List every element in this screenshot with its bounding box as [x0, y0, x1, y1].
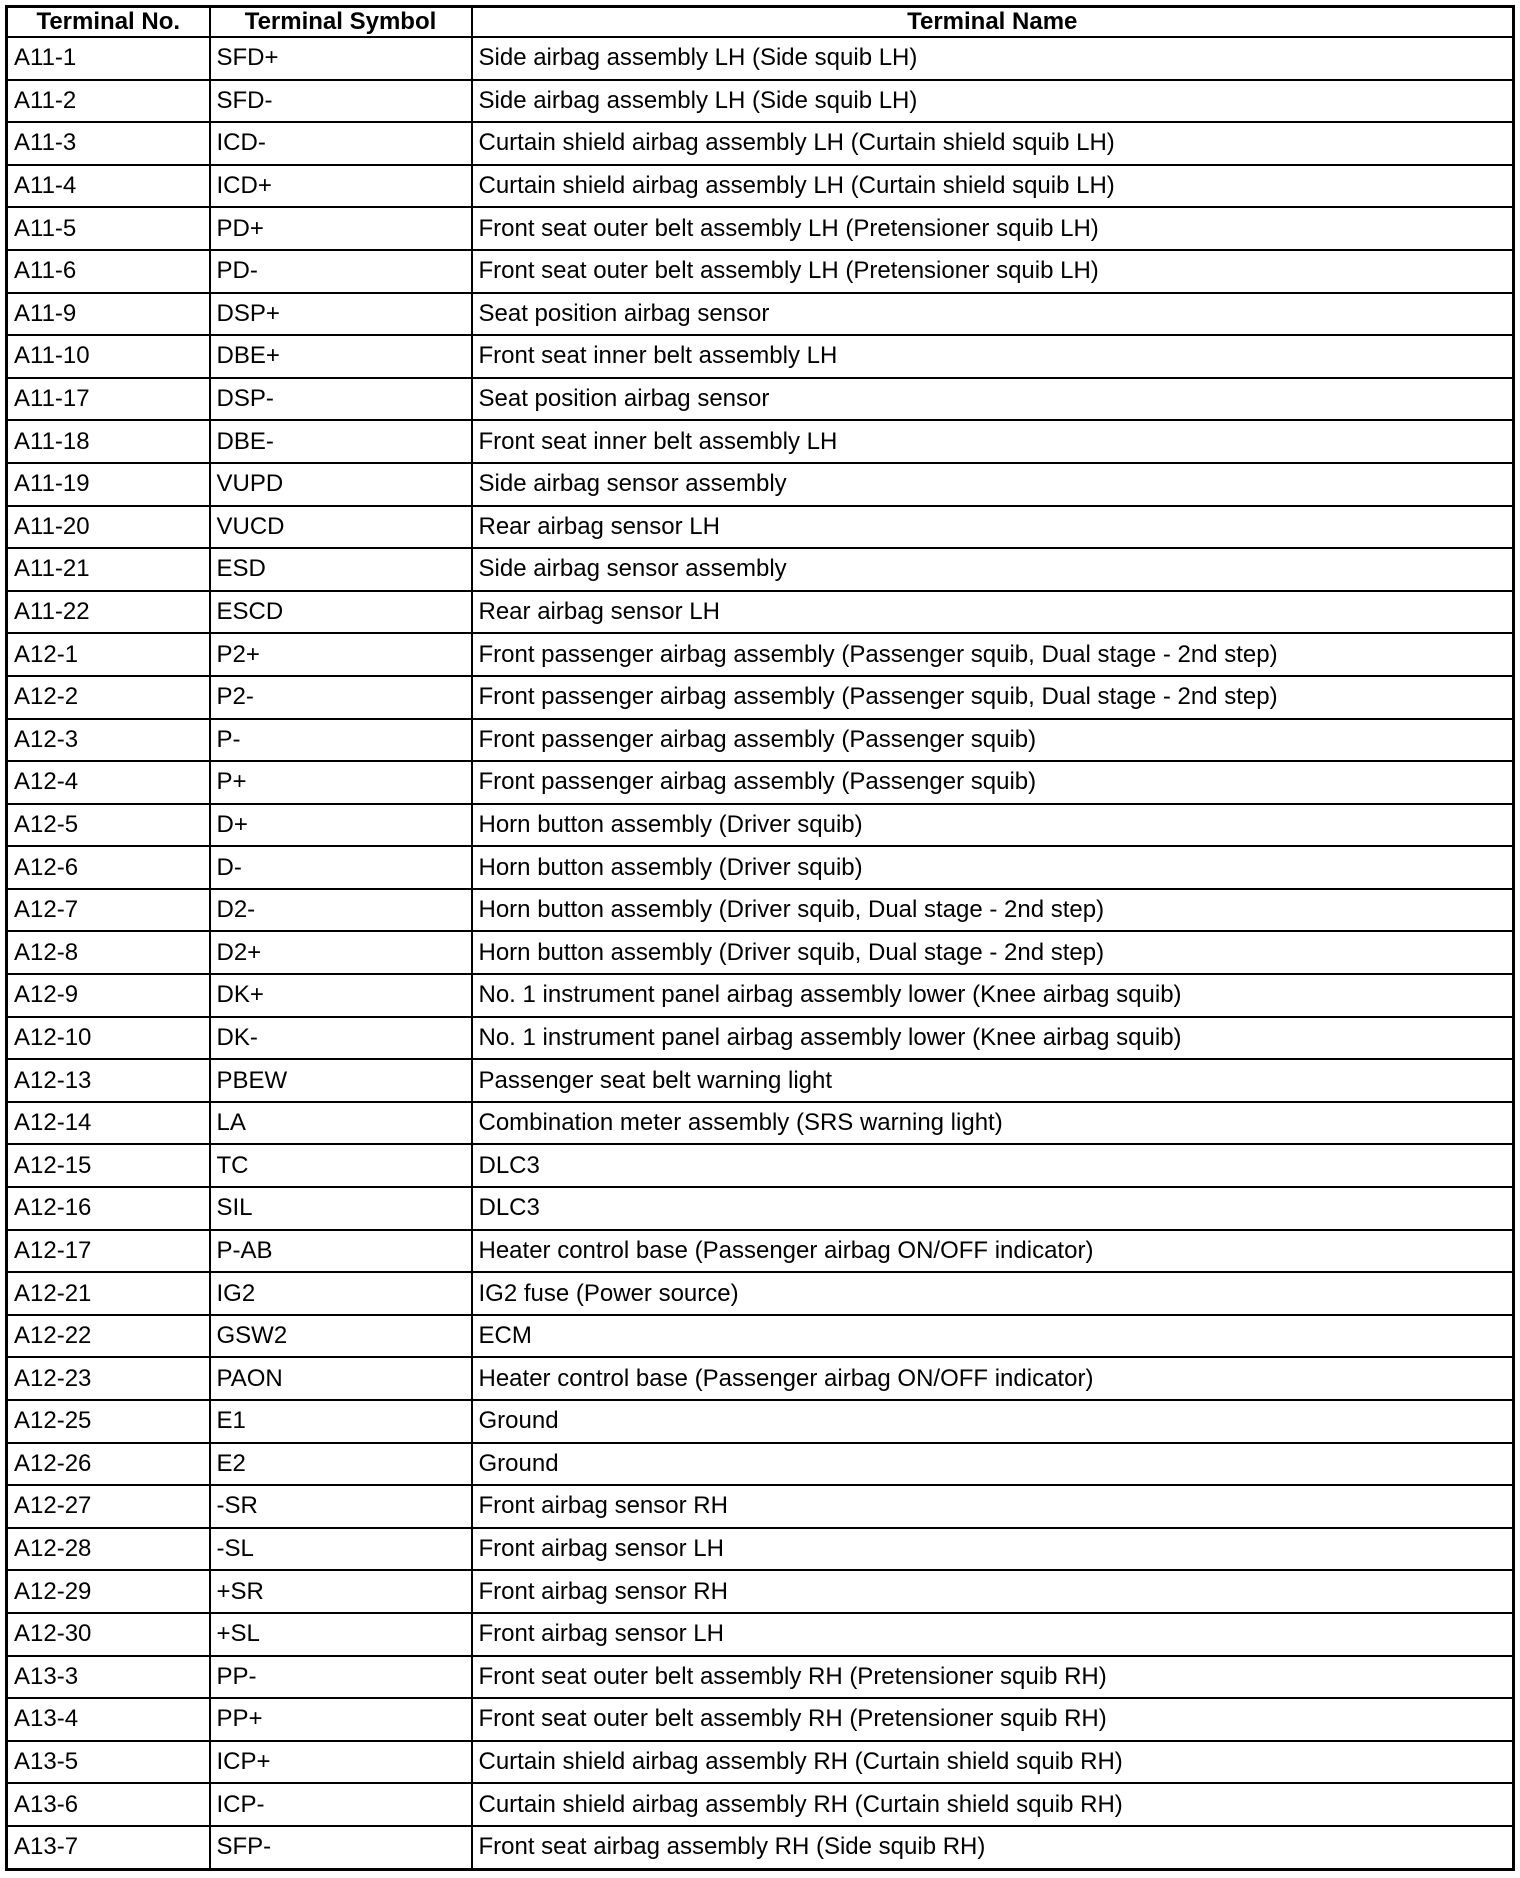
- terminal-no-cell: A12-8: [7, 931, 210, 974]
- table-row: [7, 165, 1514, 208]
- terminal-no-cell: A12-16: [7, 1187, 210, 1230]
- terminal-symbol-cell: SFD+: [210, 37, 472, 80]
- terminal-no-cell: A12-5: [7, 804, 210, 847]
- terminal-name-cell: Side airbag sensor assembly: [472, 548, 1514, 591]
- terminal-name-cell: Curtain shield airbag assembly RH (Curtain shield squib RH): [472, 1741, 1514, 1784]
- terminal-name-cell: Rear airbag sensor LH: [472, 506, 1514, 549]
- table-row: [7, 1315, 1514, 1358]
- terminal-name-cell: Front passenger airbag assembly (Passenger squib): [472, 761, 1514, 804]
- terminal-name-cell: Ground: [472, 1443, 1514, 1486]
- terminal-name-cell: Horn button assembly (Driver squib, Dual stage - 2nd step): [472, 889, 1514, 932]
- terminal-symbol-cell: DBE+: [210, 335, 472, 378]
- terminal-no-cell: A12-7: [7, 889, 210, 932]
- table-row: [7, 1400, 1514, 1443]
- terminal-no-cell: A12-30: [7, 1613, 210, 1656]
- terminal-symbol-cell: PBEW: [210, 1059, 472, 1102]
- terminal-symbol-cell: D2-: [210, 889, 472, 932]
- table-row: [7, 1698, 1514, 1741]
- table-row: [7, 1613, 1514, 1656]
- terminal-no-cell: A11-18: [7, 420, 210, 463]
- terminal-name-cell: Passenger seat belt warning light: [472, 1059, 1514, 1102]
- terminal-no-cell: A12-13: [7, 1059, 210, 1102]
- terminal-name-cell: Horn button assembly (Driver squib): [472, 846, 1514, 889]
- terminal-name-cell: ECM: [472, 1315, 1514, 1358]
- terminal-no-cell: A12-1: [7, 633, 210, 676]
- terminal-name-cell: Curtain shield airbag assembly LH (Curtain shield squib LH): [472, 122, 1514, 165]
- terminal-name-cell: IG2 fuse (Power source): [472, 1272, 1514, 1315]
- terminal-no-cell: A11-19: [7, 463, 210, 506]
- terminal-no-cell: A11-10: [7, 335, 210, 378]
- terminal-name-cell: DLC3: [472, 1144, 1514, 1187]
- terminal-no-cell: A12-29: [7, 1570, 210, 1613]
- terminal-name-cell: Front seat outer belt assembly RH (Pretensioner squib RH): [472, 1698, 1514, 1741]
- terminal-name-cell: Front seat inner belt assembly LH: [472, 335, 1514, 378]
- header-terminal-symbol: Terminal Symbol: [210, 7, 472, 38]
- terminal-no-cell: A13-6: [7, 1783, 210, 1826]
- terminal-symbol-cell: PP-: [210, 1656, 472, 1699]
- table-row: [7, 1741, 1514, 1784]
- table-row: [7, 250, 1514, 293]
- table-row: [7, 1528, 1514, 1571]
- table-row: [7, 1187, 1514, 1230]
- table-row: [7, 974, 1514, 1017]
- terminal-no-cell: A12-26: [7, 1443, 210, 1486]
- table-row: [7, 1783, 1514, 1826]
- terminal-no-cell: A11-21: [7, 548, 210, 591]
- table-row: [7, 1144, 1514, 1187]
- terminal-no-cell: A11-2: [7, 80, 210, 123]
- table-row: [7, 335, 1514, 378]
- table-row: [7, 804, 1514, 847]
- terminal-name-cell: Front seat outer belt assembly LH (Pretensioner squib LH): [472, 250, 1514, 293]
- terminal-name-cell: Front seat outer belt assembly RH (Pretensioner squib RH): [472, 1656, 1514, 1699]
- terminal-symbol-cell: P2-: [210, 676, 472, 719]
- terminal-name-cell: Front seat inner belt assembly LH: [472, 420, 1514, 463]
- table-row: [7, 506, 1514, 549]
- terminal-symbol-cell: DBE-: [210, 420, 472, 463]
- terminal-no-cell: A12-9: [7, 974, 210, 1017]
- terminal-symbol-cell: SFD-: [210, 80, 472, 123]
- terminal-no-cell: A12-22: [7, 1315, 210, 1358]
- terminal-no-cell: A12-27: [7, 1485, 210, 1528]
- terminal-name-cell: Combination meter assembly (SRS warning light): [472, 1102, 1514, 1145]
- terminal-symbol-cell: D+: [210, 804, 472, 847]
- terminal-symbol-cell: TC: [210, 1144, 472, 1187]
- terminal-no-cell: A12-14: [7, 1102, 210, 1145]
- terminal-symbol-cell: PAON: [210, 1357, 472, 1400]
- terminal-symbol-cell: ICP-: [210, 1783, 472, 1826]
- terminal-symbol-cell: E2: [210, 1443, 472, 1486]
- terminal-name-cell: No. 1 instrument panel airbag assembly lower (Knee airbag squib): [472, 1017, 1514, 1060]
- terminal-name-cell: Horn button assembly (Driver squib, Dual stage - 2nd step): [472, 931, 1514, 974]
- terminal-symbol-cell: D2+: [210, 931, 472, 974]
- terminal-no-cell: A11-5: [7, 207, 210, 250]
- table-row: [7, 1017, 1514, 1060]
- terminal-symbol-cell: P-AB: [210, 1230, 472, 1273]
- terminal-name-cell: Seat position airbag sensor: [472, 378, 1514, 421]
- terminal-symbol-cell: VUCD: [210, 506, 472, 549]
- terminal-symbol-cell: VUPD: [210, 463, 472, 506]
- terminal-symbol-cell: DK-: [210, 1017, 472, 1060]
- table-row: [7, 889, 1514, 932]
- table-row: [7, 633, 1514, 676]
- terminal-symbol-cell: PP+: [210, 1698, 472, 1741]
- terminal-no-cell: A13-3: [7, 1656, 210, 1699]
- table-row: [7, 548, 1514, 591]
- header-terminal-no: Terminal No.: [7, 7, 210, 38]
- terminal-symbol-cell: SIL: [210, 1187, 472, 1230]
- terminal-no-cell: A12-28: [7, 1528, 210, 1571]
- terminal-symbol-cell: IG2: [210, 1272, 472, 1315]
- table-row: [7, 1443, 1514, 1486]
- table-row: [7, 293, 1514, 336]
- terminal-name-cell: Front airbag sensor RH: [472, 1485, 1514, 1528]
- terminal-no-cell: A11-1: [7, 37, 210, 80]
- terminal-name-cell: Front airbag sensor RH: [472, 1570, 1514, 1613]
- terminal-no-cell: A11-17: [7, 378, 210, 421]
- table-row: [7, 1826, 1514, 1870]
- terminal-symbol-cell: +SR: [210, 1570, 472, 1613]
- terminal-no-cell: A11-6: [7, 250, 210, 293]
- terminal-name-cell: Side airbag assembly LH (Side squib LH): [472, 80, 1514, 123]
- terminal-name-cell: Front passenger airbag assembly (Passenger squib): [472, 719, 1514, 762]
- table-row: [7, 463, 1514, 506]
- terminal-name-cell: Front seat outer belt assembly LH (Pretensioner squib LH): [472, 207, 1514, 250]
- terminal-symbol-cell: SFP-: [210, 1826, 472, 1870]
- terminal-no-cell: A13-5: [7, 1741, 210, 1784]
- terminal-name-cell: No. 1 instrument panel airbag assembly lower (Knee airbag squib): [472, 974, 1514, 1017]
- table-row: [7, 207, 1514, 250]
- table-row: [7, 1059, 1514, 1102]
- terminal-name-cell: Heater control base (Passenger airbag ON/OFF indicator): [472, 1230, 1514, 1273]
- terminal-symbol-cell: DSP-: [210, 378, 472, 421]
- terminal-no-cell: A12-21: [7, 1272, 210, 1315]
- terminal-no-cell: A12-15: [7, 1144, 210, 1187]
- terminal-symbol-cell: ICP+: [210, 1741, 472, 1784]
- terminal-name-cell: Front airbag sensor LH: [472, 1528, 1514, 1571]
- table-body: [7, 37, 1514, 1870]
- table-row: [7, 1570, 1514, 1613]
- terminal-symbol-cell: LA: [210, 1102, 472, 1145]
- terminal-name-cell: Horn button assembly (Driver squib): [472, 804, 1514, 847]
- terminal-no-cell: A12-6: [7, 846, 210, 889]
- terminal-symbol-cell: ESCD: [210, 591, 472, 634]
- terminal-no-cell: A12-4: [7, 761, 210, 804]
- terminal-no-cell: A12-2: [7, 676, 210, 719]
- terminal-no-cell: A13-7: [7, 1826, 210, 1870]
- terminal-name-cell: Side airbag assembly LH (Side squib LH): [472, 37, 1514, 80]
- terminal-symbol-cell: P-: [210, 719, 472, 762]
- terminal-symbol-cell: P2+: [210, 633, 472, 676]
- table-row: [7, 37, 1514, 80]
- terminal-symbol-cell: ESD: [210, 548, 472, 591]
- terminal-no-cell: A11-9: [7, 293, 210, 336]
- terminal-name-cell: Curtain shield airbag assembly LH (Curtain shield squib LH): [472, 165, 1514, 208]
- terminal-symbol-cell: D-: [210, 846, 472, 889]
- terminal-no-cell: A11-3: [7, 122, 210, 165]
- terminal-name-cell: Ground: [472, 1400, 1514, 1443]
- table-row: [7, 1272, 1514, 1315]
- table-row: [7, 1357, 1514, 1400]
- terminal-name-cell: Side airbag sensor assembly: [472, 463, 1514, 506]
- table-row: [7, 761, 1514, 804]
- table-row: [7, 676, 1514, 719]
- terminal-symbol-cell: PD+: [210, 207, 472, 250]
- terminal-name-cell: Curtain shield airbag assembly RH (Curtain shield squib RH): [472, 1783, 1514, 1826]
- terminal-name-cell: Heater control base (Passenger airbag ON/OFF indicator): [472, 1357, 1514, 1400]
- terminal-name-cell: DLC3: [472, 1187, 1514, 1230]
- terminal-symbol-cell: P+: [210, 761, 472, 804]
- terminal-symbol-cell: DK+: [210, 974, 472, 1017]
- table-row: [7, 122, 1514, 165]
- terminal-no-cell: A13-4: [7, 1698, 210, 1741]
- terminal-symbol-cell: PD-: [210, 250, 472, 293]
- table-row: [7, 1485, 1514, 1528]
- table-row: [7, 378, 1514, 421]
- terminal-no-cell: A12-23: [7, 1357, 210, 1400]
- table-row: [7, 1656, 1514, 1699]
- table-row: [7, 420, 1514, 463]
- terminal-no-cell: A11-22: [7, 591, 210, 634]
- table-row: [7, 80, 1514, 123]
- terminal-name-cell: Front airbag sensor LH: [472, 1613, 1514, 1656]
- table-row: [7, 1230, 1514, 1273]
- terminal-no-cell: A12-10: [7, 1017, 210, 1060]
- terminal-name-cell: Seat position airbag sensor: [472, 293, 1514, 336]
- terminal-name-cell: Front passenger airbag assembly (Passenger squib, Dual stage - 2nd step): [472, 676, 1514, 719]
- terminal-symbol-cell: -SL: [210, 1528, 472, 1571]
- terminal-name-cell: Rear airbag sensor LH: [472, 591, 1514, 634]
- terminal-name-cell: Front seat airbag assembly RH (Side squib RH): [472, 1826, 1514, 1870]
- terminal-symbol-cell: GSW2: [210, 1315, 472, 1358]
- terminal-no-cell: A11-4: [7, 165, 210, 208]
- terminal-symbol-cell: ICD-: [210, 122, 472, 165]
- terminal-symbol-cell: E1: [210, 1400, 472, 1443]
- table-row: [7, 846, 1514, 889]
- terminal-symbol-cell: -SR: [210, 1485, 472, 1528]
- terminal-symbol-cell: +SL: [210, 1613, 472, 1656]
- terminal-table: [5, 5, 1515, 1871]
- table-row: [7, 591, 1514, 634]
- table-row: [7, 719, 1514, 762]
- terminal-no-cell: A12-3: [7, 719, 210, 762]
- terminal-no-cell: A11-20: [7, 506, 210, 549]
- terminal-name-cell: Front passenger airbag assembly (Passenger squib, Dual stage - 2nd step): [472, 633, 1514, 676]
- terminal-no-cell: A12-17: [7, 1230, 210, 1273]
- terminal-symbol-cell: ICD+: [210, 165, 472, 208]
- header-terminal-name: Terminal Name: [472, 7, 1514, 38]
- terminal-symbol-cell: DSP+: [210, 293, 472, 336]
- table-row: [7, 1102, 1514, 1145]
- header-row: [7, 7, 1514, 38]
- terminal-no-cell: A12-25: [7, 1400, 210, 1443]
- table-row: [7, 931, 1514, 974]
